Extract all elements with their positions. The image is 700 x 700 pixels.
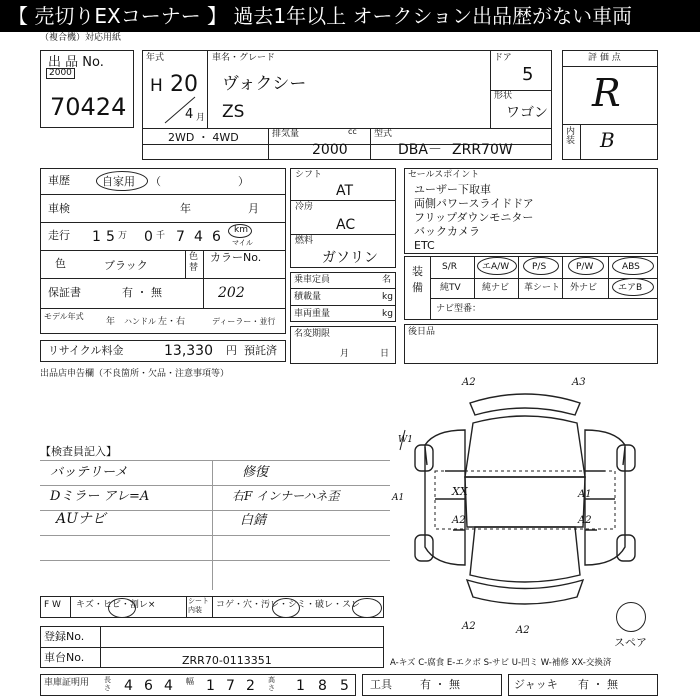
- mileage-d4: 7: [176, 229, 185, 245]
- tools-value: 有 ・ 無: [420, 678, 460, 691]
- warranty-value: 有 ・ 無: [122, 286, 162, 299]
- mileage-man: 万: [118, 231, 128, 241]
- inspector-note: バッテリーメ: [50, 465, 128, 480]
- recycle-label: リサイクル料金: [48, 344, 124, 357]
- color-change-label: 色替: [189, 252, 199, 273]
- mileage-d6: 6: [212, 229, 221, 245]
- seat-text: コゲ・穴・汚レ・シミ・破レ・スレ: [216, 600, 361, 610]
- color-no-label: カラーNo.: [210, 251, 262, 264]
- equip-airbag: エアB: [618, 283, 643, 293]
- certificate-label: 車庫証明用: [44, 678, 90, 688]
- inspector-note: 修復: [242, 465, 269, 480]
- equip-pw-circle: [568, 257, 604, 275]
- height-d1: 1: [296, 678, 305, 694]
- damage-label: XX: [452, 485, 468, 498]
- model-value: ZRR70W: [452, 142, 513, 158]
- shape-label: 形状: [494, 91, 513, 101]
- height-d2: 8: [318, 678, 327, 694]
- mileage-label: 走行: [48, 229, 70, 242]
- history-label: 車歴: [48, 174, 70, 187]
- width-d1: 1: [206, 678, 215, 694]
- width-d2: 7: [226, 678, 235, 694]
- year-month-suffix: 月: [196, 113, 206, 123]
- mileage-d1: 1: [92, 229, 101, 245]
- name-change-month: 月: [340, 349, 350, 359]
- registration-label: 登録No.: [44, 630, 85, 643]
- year-label: 年式: [146, 53, 165, 63]
- car-grade: ZS: [222, 102, 245, 122]
- inspector-note: AUナビ: [56, 511, 106, 527]
- seat-label: シート内装: [188, 597, 209, 614]
- damage-label: A1: [578, 489, 592, 500]
- aircon-value: AC: [336, 217, 356, 233]
- equip-tv: 純TV: [440, 283, 461, 293]
- name-change-day: 日: [380, 349, 390, 359]
- sales-point-item: バックカメラ: [414, 225, 480, 238]
- car-name: ヴォクシー: [222, 74, 307, 94]
- model-year-handle: ハンドル: [124, 317, 156, 326]
- equip-aw: エA/W: [482, 262, 510, 272]
- damage-label: A2: [578, 515, 592, 526]
- fuel-label: 燃料: [295, 236, 314, 246]
- damage-label: A2: [516, 625, 530, 636]
- history-value: 自家用: [102, 175, 135, 188]
- lot-stamp: 2000: [46, 68, 75, 79]
- inspection-label: 車検: [48, 202, 70, 215]
- year-month: 4: [185, 107, 194, 122]
- drive-type: 2WD ・ 4WD: [168, 131, 239, 144]
- shift-value: AT: [336, 183, 354, 199]
- load-unit: kg: [382, 292, 393, 302]
- load-label: 積載量: [294, 292, 322, 302]
- damage-label: A2: [462, 377, 476, 388]
- damage-label: A2: [452, 515, 466, 526]
- height-label: 高さ: [268, 676, 275, 692]
- history-circle: [96, 171, 148, 191]
- equip-abs: ABS: [622, 262, 640, 272]
- lot-label: 出 品 No.: [48, 55, 104, 70]
- top-note: （複合機）対応用紙: [40, 33, 122, 43]
- name-label: 車名・グレード: [212, 53, 276, 63]
- doors-value: 5: [522, 64, 534, 85]
- model-year-dealer: ディーラー・並行: [212, 317, 276, 326]
- year-era: H: [150, 76, 163, 96]
- mileage-unit-mile: マイル: [232, 239, 253, 247]
- equip-ps-circle: [523, 257, 559, 275]
- inspector-note: 白錆: [240, 513, 267, 528]
- color-label: 色: [55, 257, 66, 270]
- model-year-year: 年: [106, 317, 116, 327]
- grade-score: R: [592, 71, 621, 115]
- mileage-d3: 0: [144, 229, 153, 245]
- damage-legend: A-キズ C-腐食 E-エクボ S-サビ U-凹ミ W-補修 XX-交換済: [390, 658, 612, 668]
- mileage-d5: 4: [194, 229, 203, 245]
- spare-tire-icon: [616, 602, 646, 632]
- length-d2: 6: [144, 678, 153, 694]
- length-d1: 4: [124, 678, 133, 694]
- spare-label: スペア: [614, 636, 647, 649]
- equip-navi: 純ナビ: [482, 283, 510, 293]
- displacement-value: 2000: [312, 142, 348, 158]
- equipment-label: 装備: [412, 265, 423, 294]
- capacity-label: 乗車定員: [294, 275, 331, 285]
- length-label: 長さ: [104, 676, 111, 692]
- weight-label: 車両重量: [294, 309, 331, 319]
- interior-label: 内装: [566, 127, 576, 146]
- equip-aw-circle: [477, 257, 517, 275]
- inspector-label: 【検査員記入】: [40, 445, 117, 458]
- damage-label: W1: [398, 435, 413, 445]
- fuel-value: ガソリン: [322, 250, 378, 266]
- capacity-unit: 名: [382, 275, 392, 285]
- displacement-unit: cc: [348, 127, 357, 136]
- post-date-box: [404, 324, 658, 364]
- recycle-amount: 13,330: [164, 343, 213, 359]
- seat-sure-circle: [352, 598, 382, 618]
- mileage-sen: 千: [156, 231, 166, 241]
- model-prefix: DBA－: [398, 142, 442, 158]
- sales-point-item: フリップダウンモニター: [414, 211, 534, 224]
- equip-leather: 革シート: [524, 283, 561, 293]
- color-no-value: 202: [218, 285, 245, 301]
- grade-label: 評 価 点: [588, 53, 621, 63]
- sales-points-label: セールスポイント: [408, 170, 480, 180]
- interior-grade: B: [600, 128, 615, 152]
- tools-label: 工具: [370, 678, 392, 691]
- navi-model-label: ナビ型番：: [436, 304, 482, 314]
- mileage-unit-km: km: [234, 225, 248, 235]
- sales-point-item: ETC: [414, 239, 435, 252]
- mileage-km-circle: [228, 224, 252, 238]
- banner-title: 【 売切りEXコーナー 】 過去1年以上 オークション出品歴がない車両: [0, 0, 700, 32]
- name-change-label: 名変期限: [294, 329, 331, 339]
- warranty-label: 保証書: [48, 286, 81, 299]
- post-date-label: 後日品: [408, 327, 436, 337]
- jack-value: 有 ・ 無: [578, 678, 618, 691]
- weight-unit: kg: [382, 309, 393, 319]
- damage-label: A2: [462, 621, 476, 632]
- height-d3: 5: [340, 678, 349, 694]
- width-label: 幅: [186, 677, 194, 686]
- length-d3: 4: [164, 678, 173, 694]
- inspector-note: Dミラー アレ=A: [50, 489, 150, 504]
- model-year-label: モデル年式: [44, 312, 84, 321]
- color-value: ブラック: [104, 259, 148, 272]
- sales-point-item: ユーザー下取車: [414, 183, 491, 196]
- displacement-label: 排気量: [272, 129, 300, 139]
- equip-pw: P/W: [576, 262, 594, 272]
- equip-ext-navi: 外ナビ: [570, 283, 598, 293]
- chassis-label: 車台No.: [44, 651, 85, 664]
- lot-number: 70424: [50, 93, 127, 121]
- jack-label: ジャッキ: [514, 678, 558, 691]
- condition-title: 出品店申告欄（不良箇所・欠品・注意事項等）: [40, 369, 230, 379]
- fw-label: F W: [44, 600, 61, 610]
- equip-airbag-circle: [612, 278, 654, 296]
- sales-point-item: 両側パワースライドドア: [414, 197, 534, 210]
- history-paren: （ ）: [150, 175, 249, 188]
- damage-label: A3: [572, 377, 586, 388]
- equip-ps: P/S: [532, 262, 547, 272]
- year-value: 20: [170, 72, 198, 97]
- fw-hibi-circle: [108, 598, 136, 618]
- inspector-note: 右F インナーハネ歪: [232, 489, 340, 503]
- equip-abs-circle: [612, 257, 654, 275]
- damage-label: A1: [392, 493, 405, 503]
- equip-sr: S/R: [442, 262, 457, 272]
- year-divider-slash: [160, 95, 200, 125]
- inspection-month: 月: [248, 202, 259, 215]
- model-label: 型式: [374, 129, 393, 139]
- seat-yogore-circle: [272, 598, 300, 618]
- inspection-year: 年: [180, 202, 191, 215]
- model-year-lr: 左・右: [158, 317, 186, 327]
- car-damage-diagram: [395, 375, 660, 635]
- shift-label: シフト: [295, 170, 323, 180]
- door-label: ドア: [494, 53, 512, 63]
- chassis-value: ZRR70-0113351: [182, 654, 272, 667]
- recycle-note: 預託済: [244, 344, 277, 357]
- mileage-d2: 5: [106, 229, 115, 245]
- recycle-unit: 円: [226, 344, 237, 357]
- shape-value: ワゴン: [506, 105, 548, 121]
- width-d3: 2: [246, 678, 255, 694]
- aircon-label: 冷房: [295, 202, 314, 212]
- fw-text: キズ・ヒビ・割レ×: [76, 600, 156, 610]
